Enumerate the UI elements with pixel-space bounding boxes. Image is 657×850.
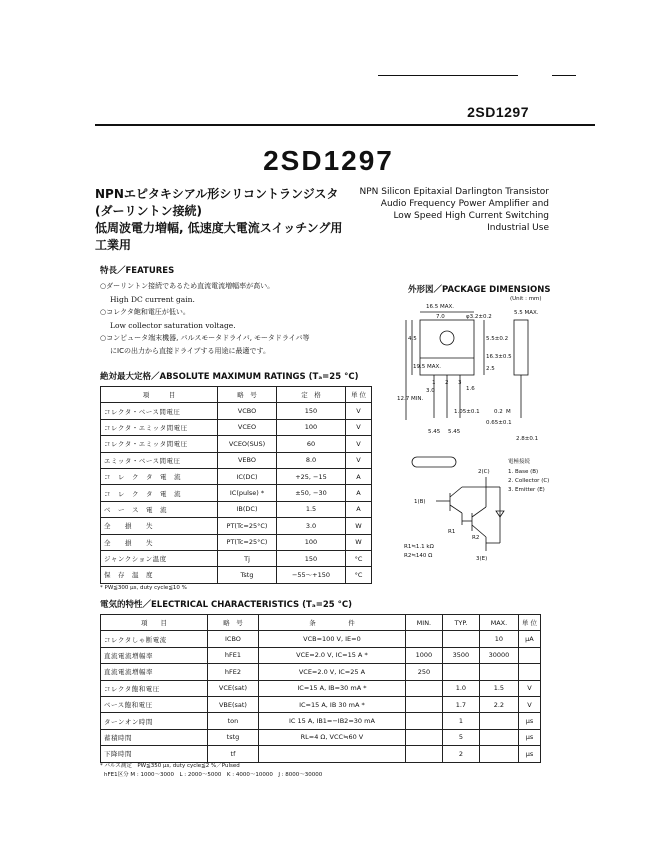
table-cell: μA [518,631,540,647]
table-cell: μs [518,713,540,729]
circuit-label: R1 [448,529,456,535]
package-drawing [396,300,556,450]
col-header: 略 号 [218,387,277,403]
table-cell: IC=15 A, IB 30 mA * [258,696,405,712]
table-cell: 全 損 失 [101,534,218,550]
feature-jp: ○ダーリントン接続であるため直流電流増幅率が高い。 [100,282,275,290]
table-cell: コレクタ・エミッタ間電圧 [101,436,218,452]
table-cell: VCEO [218,419,277,435]
table-cell: VCE=2.0 V, IC=15 A * [258,647,405,663]
top-rule-short-2 [552,75,576,76]
table-cell: °C [346,550,372,566]
circuit-label: 3(E) [476,556,488,562]
table-cell [405,729,442,745]
table-cell: −55～+150 [277,567,346,583]
table-cell [518,647,540,663]
pin-layout-icon [412,457,456,467]
feature-jp: ○コレクタ飽和電圧が低い。 [100,308,190,316]
feature-jp: ○コンピュータ端末機器, パルスモータドライバ, モータドライバ等 [100,334,310,342]
dim-label: 5.45 [428,429,441,435]
pin-number: 1 [432,380,436,386]
table-cell: コ レ ク タ 電 流 [101,468,218,484]
table-row [101,664,541,680]
table-cell: VCE=2.0 V, IC=25 A [258,664,405,680]
table-cell: 直流電流増幅率 [101,664,208,680]
en-title-line: Low Speed High Current Switching [393,211,549,221]
table-cell [479,729,518,745]
package-heading: 外形図／PACKAGE DIMENSIONS [408,285,551,295]
table-cell [405,696,442,712]
col-header: 項 目 [101,387,218,403]
elec-note-2: hFE1区分 M : 1000～3000 L : 2000～5000 K : 4000～10000 J : 8000～30000 [104,772,323,778]
table-row [101,501,372,517]
header-part-number: 2SD1297 [467,104,529,120]
table-cell: IC(pulse) * [218,485,277,501]
en-title-line: Audio Frequency Power Amplifier and [380,199,549,209]
table-cell: PT(Tc=25°C) [218,518,277,534]
table-row [101,631,541,647]
col-header: 略 号 [207,615,258,631]
jp-title-line: 低周波電力増幅, 低速度大電流スイッチング用 [95,221,343,235]
table-cell: 保 存 温 度 [101,567,218,583]
table-cell [442,664,479,680]
pin-item: 2. Collector (C) [508,478,550,484]
table-cell: ±50, −30 [277,485,346,501]
circuit-label: R2 [472,535,480,541]
col-header: 定 格 [277,387,346,403]
table-cell: 1.5 [479,680,518,696]
table-cell: RL=4 Ω, VCC≒60 V [258,729,405,745]
pin-number: 3 [458,380,462,386]
elec-note-1: * パルス測定 PW≦350 μs, duty cycle≦2 %／Pulsed [100,763,240,769]
table-cell: IC 15 A, IB1=−IB2=30 mA [258,713,405,729]
col-header: 単 位 [518,615,540,631]
page-title: 2SD1297 [263,145,394,176]
jp-title-line: (ダーリントン接続) [95,204,202,218]
table-cell: コレクタ飽和電圧 [101,680,208,696]
table-header-row [101,387,372,403]
table-cell: W [346,518,372,534]
en-title-line: Industrial Use [487,223,549,233]
dim-label: 16.3±0.5 [486,354,512,360]
abs-max-heading: 絶対最大定格／ABSOLUTE MAXIMUM RATINGS (Tₐ=25 °C) [100,372,359,382]
table-cell [479,746,518,762]
circuit-diagram [410,455,580,565]
dim-label: 5.45 [448,429,461,435]
table-row [101,647,541,663]
table-cell [405,713,442,729]
table-cell: コレクタしゃ断電流 [101,631,208,647]
table-cell: 1.5 [277,501,346,517]
table-cell: 全 損 失 [101,518,218,534]
table-cell: VCE(sat) [207,680,258,696]
col-header: MIN. [405,615,442,631]
table-cell: 150 [277,550,346,566]
dim-label: 2.5 [486,366,495,372]
table-cell: A [346,468,372,484]
table-cell: Tj [218,550,277,566]
dim-label: 3.0 [426,388,435,394]
table-cell [405,631,442,647]
mount-hole [440,331,454,345]
table-cell: コレクタ・ベース間電圧 [101,403,218,419]
dim-label: 12.7 MIN. [397,396,424,402]
table-row [101,696,541,712]
jp-title-line: 工業用 [95,238,132,252]
table-cell: ton [207,713,258,729]
dim-label: 1.05±0.1 [454,409,480,415]
table-cell: VCEO(SUS) [218,436,277,452]
table-cell: ベース飽和電圧 [101,696,208,712]
table-cell: VBE(sat) [207,696,258,712]
dim-label: 1.6 [466,386,475,392]
table-cell: tstg [207,729,258,745]
table-cell: hFE2 [207,664,258,680]
table-row [101,403,372,419]
table-cell: 1.0 [442,680,479,696]
table-cell: 250 [405,664,442,680]
table-cell: V [346,419,372,435]
table-row [101,485,372,501]
table-cell: °C [346,567,372,583]
table-cell: A [346,485,372,501]
table-row [101,713,541,729]
table-cell [479,664,518,680]
col-header: 項 目 [101,615,208,631]
table-cell: ICBO [207,631,258,647]
col-header: TYP. [442,615,479,631]
package-unit: (Unit : mm) [510,296,542,302]
table-cell: 5 [442,729,479,745]
dim-label: 4.5 [408,336,417,342]
table-row [101,534,372,550]
table-cell: 下降時間 [101,746,208,762]
table-row [101,452,372,468]
table-cell: A [346,501,372,517]
circuit-label: 2(C) [478,469,490,475]
table-cell: V [518,680,540,696]
table-row [101,436,372,452]
dim-label: 0.2 [494,409,503,415]
table-cell: コ レ ク タ 電 流 [101,485,218,501]
table-cell: ジャンクション温度 [101,550,218,566]
side-view [514,320,528,375]
dim-label: 0.65±0.1 [486,420,512,426]
table-row [101,550,372,566]
table-cell: 100 [277,534,346,550]
table-cell [258,746,405,762]
table-cell: IB(DC) [218,501,277,517]
table-cell: W [346,534,372,550]
table-cell: ターンオン時間 [101,713,208,729]
table-row [101,518,372,534]
pin-item: 1. Base (B) [508,469,539,475]
table-cell: V [346,403,372,419]
table-cell: +25, −15 [277,468,346,484]
pin-number: 2 [445,380,449,386]
table-row [101,729,541,745]
table-cell: 30000 [479,647,518,663]
table-cell: V [518,696,540,712]
jp-title-line: NPNエピタキシアル形シリコントランジスタ [95,187,339,201]
table-cell [405,680,442,696]
resistor-value: R1≒1.1 kΩ [404,544,434,550]
table-cell: tf [207,746,258,762]
table-cell: hFE1 [207,647,258,663]
feature-en: Low collector saturation voltage. [110,321,236,330]
table-cell: 3500 [442,647,479,663]
table-cell: 1000 [405,647,442,663]
table-row [101,746,541,762]
table-cell: 1 [442,713,479,729]
feature-jp: にICの出力から直接ドライブする用途に最適です。 [110,347,270,355]
header-rule [95,124,595,126]
table-cell: IC=15 A, IB=30 mA * [258,680,405,696]
resistor-value: R2≒140 Ω [404,553,433,559]
dim-label: 2.8±0.1 [516,436,539,442]
table-row [101,419,372,435]
dim-label: 5.5±0.2 [486,336,509,342]
table-cell: μs [518,746,540,762]
table-row [101,680,541,696]
table-row [101,567,372,583]
table-cell: 100 [277,419,346,435]
pin-item: 3. Emitter (E) [508,487,545,493]
table-cell: PT(Tc=25°C) [218,534,277,550]
table-cell: 3.0 [277,518,346,534]
table-row [101,468,372,484]
table-header-row [101,615,541,631]
col-header: 条 件 [258,615,405,631]
elec-table [100,614,541,763]
table-cell: μs [518,729,540,745]
top-rule-short-1 [378,75,518,76]
dim-label: 19.5 MAX. [413,364,442,370]
table-cell: 2.2 [479,696,518,712]
col-header: 単 位 [346,387,372,403]
dim-label: 7.0 [436,314,445,320]
dim-label: 5.5 MAX. [514,310,539,316]
table-cell: 1.7 [442,696,479,712]
table-cell [442,631,479,647]
dim-label: M [506,409,511,415]
table-cell: VCBO [218,403,277,419]
table-cell [518,664,540,680]
table-cell: 8.0 [277,452,346,468]
table-cell: V [346,436,372,452]
table-cell [479,713,518,729]
features-heading: 特長／FEATURES [100,266,175,276]
table-cell [405,746,442,762]
table-cell: 60 [277,436,346,452]
col-header: MAX. [479,615,518,631]
table-cell: VCB=100 V, IE=0 [258,631,405,647]
pin-heading: 電極接続 [508,459,531,465]
table-cell: ベ ー ス 電 流 [101,501,218,517]
table-cell: 10 [479,631,518,647]
table-cell: IC(DC) [218,468,277,484]
table-cell: 150 [277,403,346,419]
dim-label: 16.5 MAX. [426,304,455,310]
abs-max-table [100,386,372,584]
table-cell: V [346,452,372,468]
features-list [100,280,310,358]
table-cell: Tstg [218,567,277,583]
jp-title [95,186,342,254]
en-title [359,186,549,234]
table-cell: 直流電流増幅率 [101,647,208,663]
abs-max-note: * PW≦300 μs, duty cycle≦10 % [100,585,187,591]
table-cell: エミッタ・ベース間電圧 [101,452,218,468]
table-cell: コレクタ・エミッタ間電圧 [101,419,218,435]
dim-label: φ3.2±0.2 [466,314,492,320]
table-cell: VEBO [218,452,277,468]
table-cell: 2 [442,746,479,762]
feature-en: High DC current gain. [110,295,195,304]
elec-heading: 電気的特性／ELECTRICAL CHARACTERISTICS (Tₐ=25 °C) [100,600,352,610]
circuit-label: 1(B) [414,499,426,505]
en-title-line: NPN Silicon Epitaxial Darlington Transistor [359,187,549,197]
table-cell: 蓄積時間 [101,729,208,745]
